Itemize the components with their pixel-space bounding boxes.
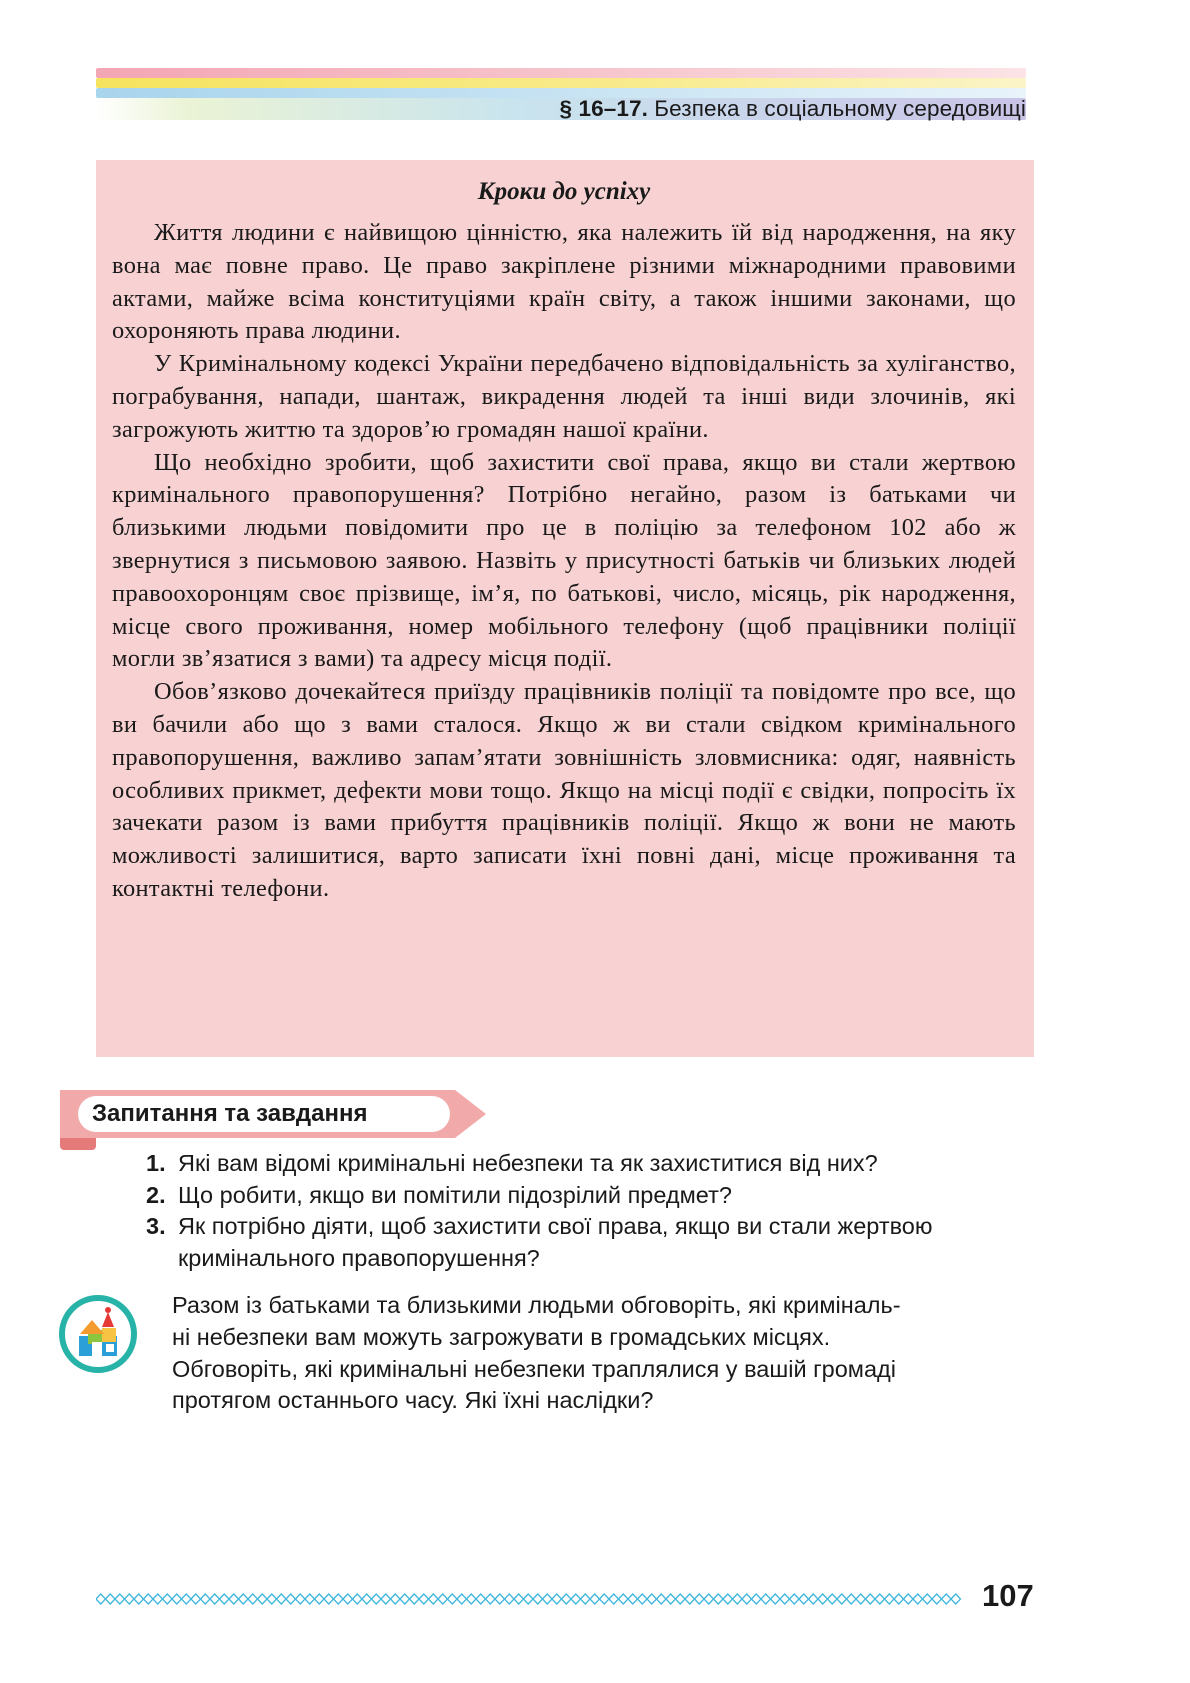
page-number: 107 bbox=[982, 1578, 1034, 1613]
question-number: 2. bbox=[146, 1181, 166, 1208]
box-title: Кроки до успіху bbox=[477, 178, 651, 205]
header-stripe-yellow bbox=[96, 78, 1026, 88]
box-paragraph: Життя людини є найвищою цінністю, яка належить їй від народження, на яку вона має повне право. Це право закріплене різними міжнародними правовими актами, майже всіма конституціями країн світу, а також іншими законами, що охороняють права людини. bbox=[112, 219, 1016, 345]
question-item bbox=[146, 1211, 1032, 1274]
family-task-line: Разом із батьками та близькими людьми обговоріть, які криміналь- bbox=[172, 1292, 901, 1318]
question-item bbox=[146, 1180, 1032, 1212]
family-task-line: протягом останнього часу. Які їхні наслідки? bbox=[172, 1387, 654, 1414]
footer-ornament bbox=[96, 1592, 968, 1606]
questions-heading: Запитання та завдання bbox=[92, 1100, 368, 1127]
footer-diamond-chain bbox=[96, 1594, 961, 1604]
section-number: § 16–17. bbox=[559, 96, 648, 121]
question-number: 1. bbox=[146, 1150, 166, 1176]
questions-list bbox=[146, 1148, 1032, 1274]
question-item bbox=[146, 1148, 1032, 1180]
box-paragraph: У Кримінальному кодексі України передбачено відповідальність за хуліганство, пограбування, напади, шантаж, викрадення людей та інші види злочинів, які загрожують життю та здоров’ю громадян нашої країни. bbox=[112, 350, 1016, 443]
question-text: Як потрібно діяти, щоб захистити свої права, якщо ви стали жертвою кримінального правопорушення? bbox=[178, 1213, 933, 1271]
header-stripes bbox=[96, 68, 1026, 126]
box-paragraph: Що необхідно зробити, щоб захистити свої права, якщо ви стали жертвою кримінального правопорушення? Потрібно негайно, разом із батьками чи близькими людьми повідомити про це в поліцію за телефоном 102 або ж звернутися з письмовою заявою. Назвіть у присутності батьків чи близьких людей правоохоронцям своє прізвище, ім’я, по батькові, число, місяць, рік народження, місце свого проживання, номер мобільного телефону (щоб працівники поліції могли зв’язатися з вами) та адресу місця події. bbox=[112, 448, 1016, 673]
section-heading bbox=[560, 96, 1026, 122]
family-house-icon bbox=[58, 1294, 138, 1374]
steps-to-success-box bbox=[96, 160, 1034, 1057]
family-task-line: Обговоріть, які кримінальні небезпеки траплялися у вашій громаді bbox=[172, 1355, 896, 1382]
section-title: Безпека в соціальному середовищі bbox=[654, 96, 1026, 121]
question-text: Які вам відомі кримінальні небезпеки та як захиститися від них? bbox=[178, 1150, 878, 1176]
questions-banner bbox=[60, 1090, 486, 1138]
question-text: Що робити, якщо ви помітили підозрілий предмет? bbox=[178, 1181, 732, 1208]
question-number: 3. bbox=[146, 1213, 166, 1239]
family-task-line: ні небезпеки вам можуть загрожувати в громадських місцях. bbox=[172, 1323, 831, 1350]
header-stripe-pink bbox=[96, 68, 1026, 78]
family-task bbox=[172, 1290, 1032, 1417]
box-paragraph: Обов’язково дочекайтеся приїзду працівників поліції та повідомте про все, що ви бачили або що з вами сталося. Якщо ж ви стали свідком кримінального правопорушення, важливо запам’ятати зовнішність зловмисника: одяг, наявність особливих прикмет, дефекти мови тощо. Якщо на місці події є свідки, попросіть їх зачекати разом із вами прибуття працівників поліції. Якщо ж вони не мають можливості залишитися, варто записати їхні повні дані, місце проживання та контактні телефони. bbox=[112, 678, 1016, 902]
